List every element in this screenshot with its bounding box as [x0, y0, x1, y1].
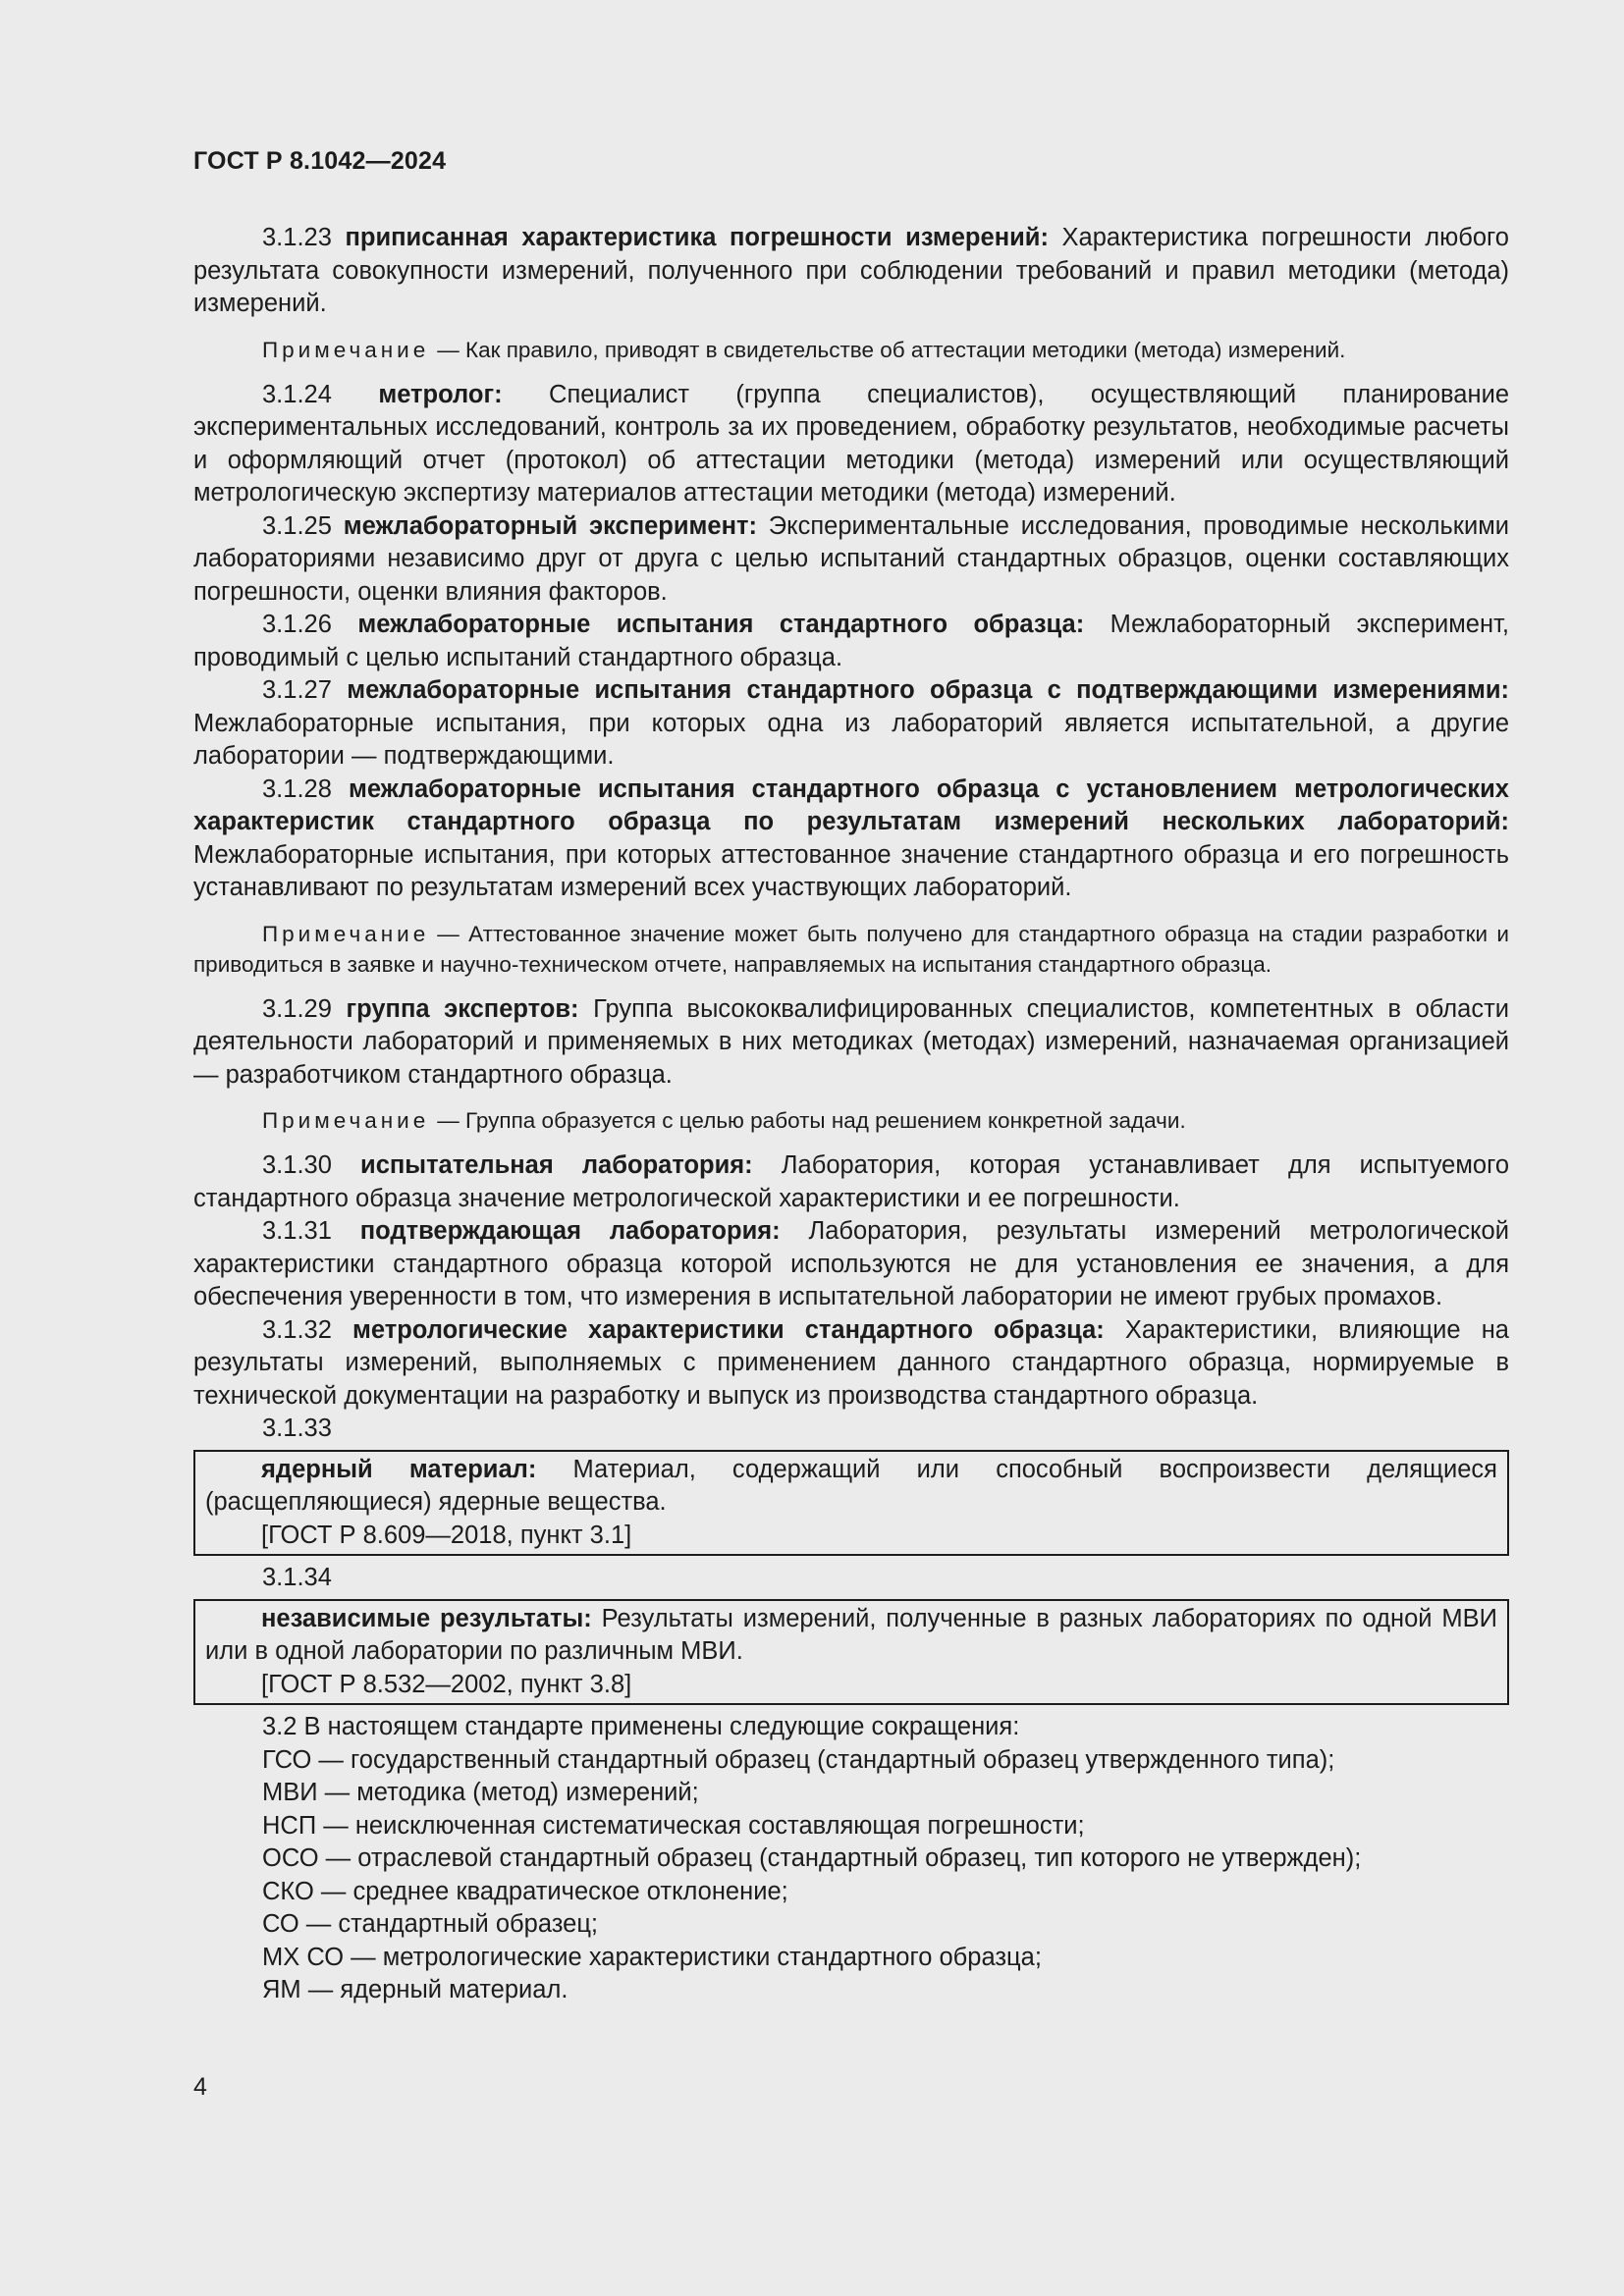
abbreviation-item: НСП — неисключенная систематическая составляющая погрешности;	[262, 1811, 1085, 1840]
definition-paragraph	[193, 674, 1509, 774]
quoted-definition-box	[193, 1450, 1509, 1557]
definition-text: Межлабораторные испытания, при которых одна из лабораторий является испытательной, а другие лаборатории — подтверждающими.	[193, 709, 1509, 770]
page-number: 4	[193, 2073, 207, 2101]
term: межлабораторный эксперимент:	[343, 511, 757, 540]
clause-number: 3.1.33	[262, 1415, 332, 1442]
definition-paragraph	[205, 1454, 1497, 1520]
definition-paragraph	[205, 1603, 1497, 1669]
document-body	[193, 222, 1509, 2007]
doc-header: ГОСТ Р 8.1042—2024	[193, 147, 447, 175]
clause-number: 3.1.24	[262, 380, 332, 408]
definition-text: Межлабораторные испытания, при которых аттестованное значение стандартного образца и его погрешность устанавливают по результатам измерений всех участвующих лабораторий.	[193, 840, 1509, 901]
abbreviation-item: ОСО — отраслевой стандартный образец (стандартный образец, тип которого не утвержден);	[262, 1844, 1362, 1872]
definition-paragraph	[193, 222, 1509, 321]
source-reference: [ГОСТ Р 8.532—2002, пункт 3.8]	[261, 1670, 632, 1698]
term: испытательная лаборатория:	[360, 1151, 753, 1179]
note-text: — Аттестованное значение может быть получено для стандартного образца на стадии разработки и приводиться в заявке и научно-техническом отчете, направляемых на испытания стандартного образца.	[193, 921, 1509, 977]
term: межлабораторные испытания стандартного образца:	[357, 611, 1085, 638]
definition-text: Характеристика погрешности любого результата совокупности измерений, полученного при соблюдении требований и правил методики (метода) измерений.	[193, 224, 1509, 317]
note-label: Примечание	[262, 1108, 430, 1133]
definition-text: Результаты измерений, полученные в разных лабораториях по одной МВИ или в одной лаборатории по различным МВИ.	[205, 1604, 1497, 1665]
note-text: — Как правило, приводят в свидетельстве об аттестации методики (метода) измерений.	[437, 337, 1346, 362]
definition-paragraph	[193, 1314, 1509, 1414]
definition-text: Экспериментальные исследования, проводимые несколькими лабораториями независимо друг от друга с целью испытаний стандартных образцов, оценки составляющих погрешности, оценки влияния факторов.	[193, 511, 1509, 606]
definition-text: Межлабораторный эксперимент, проводимый с целью испытаний стандартного образца.	[193, 611, 1509, 671]
term: метролог:	[378, 380, 503, 408]
clause-number: 3.1.27	[262, 676, 332, 704]
note-text: — Группа образуется с целью работы над решением конкретной задачи.	[437, 1108, 1186, 1133]
abbreviations-intro: 3.2 В настоящем стандарте применены следующие сокращения:	[262, 1713, 1020, 1740]
term: метрологические характеристики стандартного образца:	[352, 1315, 1105, 1344]
definition-text: Лаборатория, результаты измерений метрологической характеристики стандартного образца которой используются не для установления ее значения, а для обеспечения уверенности в том, что измерения в испытательной лаборатории не имеют грубых промахов.	[193, 1217, 1509, 1310]
clause-number: 3.1.31	[262, 1217, 332, 1245]
abbreviation-item: ЯМ — ядерный материал.	[262, 1976, 568, 2003]
note-paragraph	[193, 919, 1509, 980]
definition-text: Материал, содержащий или способный воспроизвести делящиеся (расщепляющиеся) ядерные вещества.	[205, 1455, 1497, 1516]
definition-paragraph	[193, 609, 1509, 674]
clause-number: 3.1.30	[262, 1151, 332, 1179]
clause-number: 3.1.32	[262, 1315, 332, 1344]
note-label: Примечание	[262, 921, 430, 946]
term: межлабораторные испытания стандартного образца с подтверждающими измерениями:	[347, 676, 1509, 704]
clause-number: 3.1.29	[262, 994, 332, 1023]
clause-number: 3.1.23	[262, 224, 332, 251]
definition-text: Лаборатория, которая устанавливает для испытуемого стандартного образца значение метрологической характеристики и ее погрешности.	[193, 1151, 1509, 1212]
definition-text: Характеристики, влияющие на результаты измерений, выполняемых с применением данного стандартного образца, нормируемые в технической документации на разработку и выпуск из производства стандартного образца.	[193, 1315, 1509, 1410]
clause-number: 3.1.26	[262, 611, 332, 638]
clause-number: 3.1.28	[262, 774, 332, 803]
term: группа экспертов:	[346, 994, 579, 1023]
definition-paragraph	[193, 510, 1509, 610]
definition-paragraph	[193, 1149, 1509, 1215]
note-paragraph	[193, 335, 1509, 365]
definition-text: Группа высококвалифицированных специалистов, компетентных в области деятельности лабораторий и применяемых в них методиках (методах) измерений, назначаемая организацией — разработчиком стандартного образца.	[193, 994, 1509, 1089]
quoted-definition-box	[193, 1599, 1509, 1706]
definition-paragraph	[193, 993, 1509, 1093]
abbreviation-item: СО — стандартный образец;	[262, 1910, 599, 1938]
definition-paragraph	[193, 1215, 1509, 1314]
abbreviation-item: СКО — среднее квадратическое отклонение;	[262, 1877, 788, 1905]
note-label: Примечание	[262, 337, 430, 362]
source-reference: [ГОСТ Р 8.609—2018, пункт 3.1]	[261, 1521, 632, 1549]
clause-number: 3.1.34	[262, 1564, 332, 1591]
abbreviation-item: ГСО — государственный стандартный образец (стандартный образец утвержденного типа);	[262, 1745, 1335, 1774]
clause-number: 3.1.25	[262, 511, 332, 540]
definition-paragraph	[193, 379, 1509, 510]
definition-paragraph	[193, 774, 1509, 905]
term: подтверждающая лаборатория:	[359, 1217, 781, 1245]
term: межлабораторные испытания стандартного образца с установлением метрологических характеристик стандартного образца по результатам измерений нескольких лабораторий:	[193, 774, 1509, 835]
abbreviation-item: МХ СО — метрологические характеристики стандартного образца;	[262, 1943, 1042, 1971]
definition-text: Специалист (группа специалистов), осуществляющий планирование экспериментальных исследований, контроль за их проведением, обработку результатов, необходимые расчеты и оформляющий отчет (протокол) об аттестации методики (метода) измерений или осуществляющий метрологическую экспертизу материалов аттестации методики (метода) измерений.	[193, 380, 1509, 507]
abbreviation-item: МВИ — методика (метод) измерений;	[262, 1779, 699, 1806]
term: приписанная характеристика погрешности измерений:	[345, 224, 1049, 251]
note-paragraph	[193, 1105, 1509, 1136]
term: независимые результаты:	[261, 1604, 592, 1632]
term: ядерный материал:	[261, 1455, 537, 1483]
